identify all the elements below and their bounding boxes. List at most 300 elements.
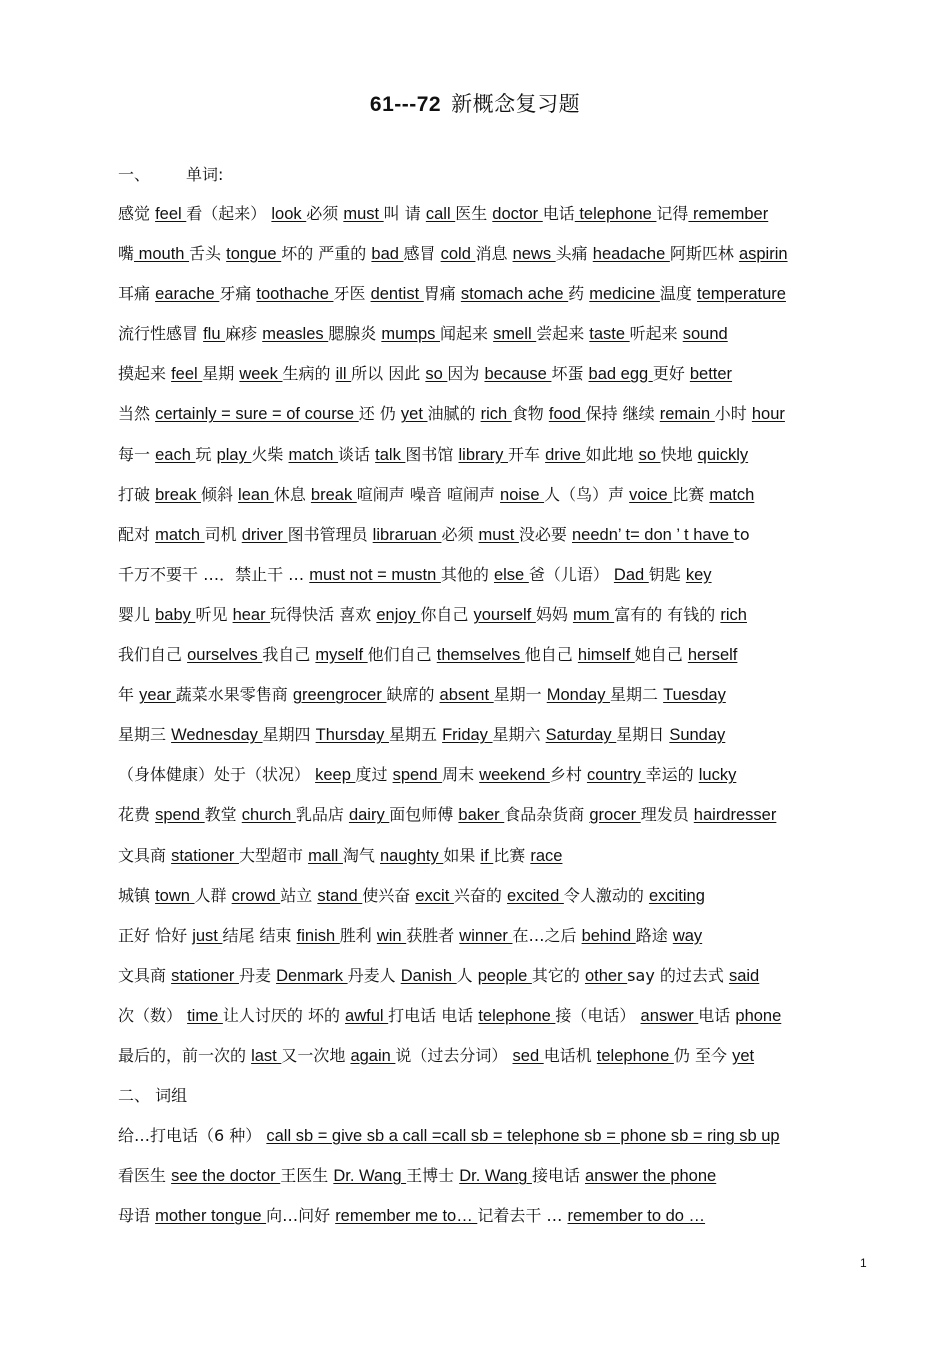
answer-text: Dr. Wang xyxy=(333,1167,407,1186)
answer-text: play xyxy=(216,445,252,464)
prompt-text: 星期六 xyxy=(492,725,546,745)
prompt-text: 仍 至今 xyxy=(673,1045,733,1065)
exercise-line xyxy=(118,1202,878,1242)
answer-text: flu xyxy=(203,325,226,344)
answer-text: noise xyxy=(500,485,545,504)
prompt-text: 在…之后 xyxy=(512,925,582,945)
prompt-text: 流行性感冒 xyxy=(118,324,204,344)
prompt-text: 听见 xyxy=(195,604,233,624)
prompt-text: 周末 xyxy=(442,765,480,785)
prompt-text: 乳品店 xyxy=(295,805,349,825)
answer-text: look xyxy=(271,205,307,223)
answer-text: better xyxy=(689,365,733,384)
prompt-text: 闻起来 xyxy=(440,324,494,344)
prompt-text: 牙痛 xyxy=(219,284,257,304)
answer-text: so xyxy=(638,445,661,464)
prompt-text: 头痛 xyxy=(555,244,593,264)
prompt-text: 看（起来） xyxy=(186,204,272,223)
prompt-text: 城镇 xyxy=(118,885,156,905)
answer-text: libraruan xyxy=(372,525,442,544)
answer-text: telephone xyxy=(596,1046,674,1065)
answer-text: so xyxy=(425,365,448,384)
prompt-text: 星期三 xyxy=(118,725,172,745)
answer-text: call xyxy=(425,205,456,223)
answer-text: bad xyxy=(371,245,404,264)
prompt-text: 食品杂货商 xyxy=(504,805,590,825)
prompt-text: 电话机 xyxy=(543,1045,597,1065)
exercise-line xyxy=(118,721,878,761)
answer-text: church xyxy=(241,806,296,825)
prompt-text: （身体健康）处于（状况） xyxy=(118,765,316,785)
answer-text: ourselves xyxy=(187,646,263,665)
answer-text: himself xyxy=(577,646,635,665)
answer-text: Wednesday xyxy=(171,726,263,745)
prompt-text: 坏蛋 xyxy=(551,364,589,384)
answer-text: hear xyxy=(232,605,271,624)
answer-text: break xyxy=(155,485,201,504)
prompt-text: 我自己 xyxy=(262,645,316,665)
answer-text: match xyxy=(709,485,755,504)
answer-text: weekend xyxy=(479,766,550,785)
answer-text: stomach ache xyxy=(460,285,569,304)
exercise-line xyxy=(118,1042,878,1082)
answer-text: answer xyxy=(640,1006,699,1025)
answer-text: lucky xyxy=(698,766,737,785)
prompt-text: 因为 xyxy=(447,364,485,384)
answer-text: certainly = sure = of course xyxy=(155,405,359,424)
prompt-text: 教堂 xyxy=(204,805,242,825)
answer-text: other xyxy=(584,966,628,985)
prompt-text: 她自己 xyxy=(634,645,688,665)
prompt-text: 叫 请 xyxy=(383,204,426,223)
answer-text: finish xyxy=(296,926,340,945)
prompt-text: 所以 因此 xyxy=(351,364,426,384)
prompt-text: 王博士 xyxy=(406,1166,460,1186)
prompt-text: 生病的 xyxy=(282,364,336,384)
prompt-text: 理发员 xyxy=(640,805,694,825)
prompt-text: 钥匙 xyxy=(648,564,686,584)
answer-text: myself xyxy=(315,646,368,665)
answer-text: yet xyxy=(732,1046,755,1065)
answer-text: lean xyxy=(238,485,274,504)
prompt-text: 其它的 xyxy=(531,965,585,985)
answer-text: grocer xyxy=(589,806,641,825)
answer-text: remember me to… xyxy=(335,1207,478,1226)
exercise-lines xyxy=(118,200,878,1242)
prompt-text: 获胜者 xyxy=(406,925,460,945)
answer-text: mum xyxy=(572,605,615,624)
prompt-text: 麻疹 xyxy=(225,324,263,344)
answer-text: Denmark xyxy=(276,966,348,985)
answer-text: hour xyxy=(751,405,785,424)
answer-text: news xyxy=(512,245,556,264)
prompt-text: 文具商 xyxy=(118,965,172,985)
prompt-text: 其他的 xyxy=(440,564,494,584)
prompt-text: 玩 xyxy=(195,444,217,464)
prompt-text: 最后的，前一次的 xyxy=(118,1045,252,1065)
prompt-text: 没必要 xyxy=(518,524,572,544)
answer-text: taste xyxy=(589,325,630,344)
prompt-text: 星期一 xyxy=(493,685,547,705)
prompt-text: 记得 xyxy=(656,204,689,223)
prompt-text: 胜利 xyxy=(339,925,377,945)
exercise-line xyxy=(118,882,878,922)
prompt-text: 淘气 xyxy=(342,845,380,865)
prompt-text: 阿斯匹林 xyxy=(669,244,739,264)
answer-text: Sunday xyxy=(669,726,726,745)
answer-text: keep xyxy=(315,766,356,785)
answer-text: remain xyxy=(659,405,715,424)
answer-text: Dad xyxy=(613,565,649,584)
answer-text: baker xyxy=(458,806,505,825)
exercise-line xyxy=(118,280,878,320)
prompt-text: 嘴 xyxy=(118,244,135,264)
answer-text: telephone xyxy=(478,1006,556,1025)
prompt-text: 花费 xyxy=(118,805,156,825)
prompt-text: 幸运的 xyxy=(645,765,699,785)
prompt-text: 牙医 xyxy=(333,284,371,304)
prompt-text: 听起来 xyxy=(629,324,683,344)
exercise-line xyxy=(118,200,878,240)
answer-text: awful xyxy=(345,1006,389,1025)
prompt-text: 使兴奋 xyxy=(362,885,416,905)
prompt-text: 他们自己 xyxy=(367,645,437,665)
prompt-text: 如果 xyxy=(443,845,481,865)
prompt-text: 记着去干 … xyxy=(477,1206,568,1226)
exercise-line xyxy=(118,601,878,641)
answer-text: talk xyxy=(375,445,406,464)
title-text: 新概念复习题 xyxy=(451,92,581,116)
title-number: 61---72 xyxy=(369,93,442,116)
answer-text: rich xyxy=(480,405,512,424)
answer-text: Saturday xyxy=(545,726,617,745)
answer-text: match xyxy=(288,445,339,464)
answer-text: mouth xyxy=(134,245,190,264)
prompt-text: 保持 继续 xyxy=(585,404,660,424)
answer-text: town xyxy=(155,886,195,905)
answer-text: phone xyxy=(735,1006,782,1025)
answer-text: just xyxy=(192,926,223,945)
answer-text: race xyxy=(530,846,563,865)
exercise-line xyxy=(118,1002,878,1042)
answer-text: rich xyxy=(720,605,747,624)
answer-text: earache xyxy=(155,285,220,304)
prompt-text: 婴儿 xyxy=(118,604,156,624)
prompt-text: 向…问好 xyxy=(266,1206,336,1226)
prompt-text: 配对 xyxy=(118,524,156,544)
prompt-text: 感觉 xyxy=(118,204,156,223)
prompt-text: 乡村 xyxy=(549,765,587,785)
prompt-text: 星期二 xyxy=(610,685,664,705)
answer-text: hairdresser xyxy=(693,806,777,825)
answer-text: behind xyxy=(581,926,636,945)
answer-text: enjoy xyxy=(376,605,421,624)
answer-text: remember to do … xyxy=(567,1207,706,1226)
answer-text: measles xyxy=(262,325,329,344)
answer-text: win xyxy=(376,926,407,945)
answer-text: see the doctor xyxy=(171,1167,281,1186)
answer-text: cold xyxy=(440,245,476,264)
answer-text: if xyxy=(480,846,494,865)
answer-text: telephone xyxy=(574,205,657,223)
answer-text: Thursday xyxy=(315,726,389,745)
answer-text: call sb = give sb a call =call sb = telephone sb = phone sb = ring sb up xyxy=(266,1127,780,1146)
answer-text: answer the phone xyxy=(585,1167,717,1186)
prompt-text: 母语 xyxy=(118,1206,156,1226)
exercise-line xyxy=(118,360,878,400)
answer-text: key xyxy=(685,565,712,584)
answer-text: dairy xyxy=(348,806,390,825)
answer-text: stand xyxy=(317,886,363,905)
answer-text: again xyxy=(350,1046,396,1065)
prompt-text: 看医生 xyxy=(118,1166,172,1186)
exercise-line xyxy=(118,240,878,280)
prompt-text: 爸（儿语） xyxy=(528,564,614,584)
answer-text: sound xyxy=(682,325,728,344)
answer-text: must xyxy=(343,205,384,223)
answer-text: sed xyxy=(512,1046,544,1065)
prompt-text: 食物 xyxy=(511,404,549,424)
prompt-text: 年 xyxy=(118,685,140,705)
prompt-text: 正好 恰好 xyxy=(118,925,193,945)
answer-text: stationer xyxy=(171,966,239,985)
prompt-text: 结尾 结束 xyxy=(222,925,297,945)
answer-text: needn’ t= don ’ t have xyxy=(571,525,734,544)
prompt-text: 说（过去分词） xyxy=(395,1045,513,1065)
answer-text: Monday xyxy=(546,686,611,705)
prompt-text: 我们自己 xyxy=(118,645,188,665)
prompt-text: 还 仍 xyxy=(358,404,401,424)
answer-text: else xyxy=(493,565,529,584)
answer-text: drive xyxy=(545,445,586,464)
answer-text: break xyxy=(310,485,357,504)
prompt-text: 度过 xyxy=(355,765,393,785)
prompt-text: 你自己 xyxy=(420,604,474,624)
prompt-text: 人群 xyxy=(194,885,232,905)
exercise-line xyxy=(118,1162,878,1202)
answer-text: must xyxy=(478,525,519,544)
prompt-text: 司机 xyxy=(204,524,242,544)
exercise-line xyxy=(118,521,878,561)
prompt-text: 星期五 xyxy=(388,725,443,745)
answer-text: match xyxy=(155,525,205,544)
exercise-line xyxy=(118,320,878,360)
exercise-line xyxy=(118,1122,878,1162)
prompt-text: 快地 xyxy=(660,444,698,464)
answer-text: must not = mustn xyxy=(309,565,441,584)
prompt-text: 休息 xyxy=(273,484,311,504)
prompt-text: 医生 xyxy=(455,204,493,223)
prompt-text: 比赛 xyxy=(672,484,710,504)
prompt-text: 丹麦人 xyxy=(347,965,401,985)
prompt-text: 妈妈 xyxy=(535,604,573,624)
prompt-text: 温度 xyxy=(659,284,697,304)
prompt-text: 令人激动的 xyxy=(563,885,649,905)
prompt-text: 二、 xyxy=(118,1086,151,1106)
answer-text: Dr. Wang xyxy=(459,1167,532,1186)
exercise-line xyxy=(118,842,878,882)
answer-text: library xyxy=(458,445,509,464)
answer-text: bad egg xyxy=(588,365,653,384)
exercise-line xyxy=(118,761,878,801)
prompt-text: 打电话 电话 xyxy=(388,1005,479,1025)
prompt-text: 喧闹声 噪音 喧闹声 xyxy=(356,484,501,504)
prompt-text: 又一次地 xyxy=(281,1045,351,1065)
prompt-text: 图书馆 xyxy=(405,444,459,464)
answer-text: excited xyxy=(506,886,564,905)
prompt-text: 给…打电话（6 种） xyxy=(118,1126,267,1146)
answer-text: stationer xyxy=(171,846,239,865)
prompt-text: 缺席的 xyxy=(386,685,440,705)
prompt-text: 开车 xyxy=(508,444,546,464)
answer-text: tongue xyxy=(226,245,282,264)
answer-text: doctor xyxy=(492,205,543,223)
exercise-line xyxy=(118,400,878,440)
answer-text: dentist xyxy=(370,285,424,304)
prompt-text: 接（电话） xyxy=(555,1005,641,1025)
prompt-text: 摸起来 xyxy=(118,364,172,384)
section-heading-words xyxy=(118,162,223,185)
section-number: 一、 xyxy=(118,165,151,184)
prompt-text: 胃痛 xyxy=(423,284,461,304)
answer-text: spend xyxy=(155,806,205,825)
exercise-line xyxy=(118,962,878,1002)
prompt-text: 腮腺炎 xyxy=(328,324,382,344)
prompt-text: 如此地 xyxy=(585,444,639,464)
exercise-line xyxy=(118,561,878,601)
answer-text: quickly xyxy=(697,445,749,464)
exercise-line xyxy=(118,641,878,681)
answer-text: winner xyxy=(459,926,513,945)
answer-text: week xyxy=(239,365,283,384)
answer-text: time xyxy=(187,1006,223,1025)
answer-text: medicine xyxy=(589,285,660,304)
answer-text: aspirin xyxy=(738,245,788,264)
prompt-text: 消息 xyxy=(475,244,513,264)
answer-text: because xyxy=(484,365,552,384)
prompt-text: 电话 xyxy=(542,204,575,223)
prompt-text: 大型超市 xyxy=(238,845,309,865)
prompt-text: 词组 xyxy=(150,1086,188,1106)
prompt-text: 文具商 xyxy=(118,845,172,865)
answer-text: mall xyxy=(308,846,343,865)
exercise-line xyxy=(118,441,878,481)
prompt-text: 王医生 xyxy=(280,1166,334,1186)
section-label: 单词: xyxy=(186,165,224,184)
prompt-text: to xyxy=(733,524,750,544)
answer-text: greengrocer xyxy=(292,686,387,705)
prompt-text: 人（鸟）声 xyxy=(544,484,630,504)
answer-text: exciting xyxy=(648,886,705,905)
answer-text: way xyxy=(672,926,703,945)
prompt-text: 站立 xyxy=(280,885,318,905)
answer-text: each xyxy=(155,445,196,464)
answer-text: feel xyxy=(155,205,187,223)
prompt-text: 油腻的 xyxy=(427,404,481,424)
prompt-text: 千万不要干 …．禁止干 … xyxy=(118,564,310,584)
prompt-text: 兴奋的 xyxy=(453,885,507,905)
prompt-text: 人 xyxy=(456,965,478,985)
prompt-text: 富有的 有钱的 xyxy=(614,604,721,624)
exercise-line xyxy=(118,1082,878,1122)
prompt-text: 当然 xyxy=(118,404,156,424)
exercise-line xyxy=(118,681,878,721)
page-number: 1 xyxy=(860,1256,867,1270)
answer-text: year xyxy=(139,686,176,705)
answer-text: themselves xyxy=(436,646,525,665)
prompt-text: 坏的 严重的 xyxy=(281,244,372,264)
answer-text: baby xyxy=(155,605,196,624)
page-title xyxy=(0,88,950,118)
prompt-text: 打破 xyxy=(118,484,156,504)
prompt-text: 他自己 xyxy=(524,645,578,665)
exercise-line xyxy=(118,481,878,521)
prompt-text: 火柴 xyxy=(251,444,289,464)
answer-text: mumps xyxy=(381,325,441,344)
prompt-text: 每一 xyxy=(118,444,156,464)
prompt-text: 图书管理员 xyxy=(287,524,373,544)
prompt-text: 次（数） xyxy=(118,1005,188,1025)
answer-text: headache xyxy=(592,245,670,264)
prompt-text: 必须 xyxy=(306,204,344,223)
answer-text: yourself xyxy=(473,605,536,624)
answer-text: toothache xyxy=(256,285,334,304)
prompt-text: 小时 xyxy=(714,404,752,424)
answer-text: naughty xyxy=(380,846,444,865)
answer-text: Friday xyxy=(442,726,493,745)
exercise-line xyxy=(118,801,878,841)
prompt-text: 药 xyxy=(568,284,590,304)
prompt-text: 玩得快活 喜欢 xyxy=(270,604,377,624)
answer-text: herself xyxy=(687,646,738,665)
answer-text: driver xyxy=(241,525,288,544)
answer-text: remember xyxy=(688,205,769,223)
prompt-text: 接电话 xyxy=(531,1166,586,1186)
prompt-text: 必须 xyxy=(441,524,479,544)
prompt-text: 更好 xyxy=(652,364,690,384)
answer-text: food xyxy=(548,405,586,424)
answer-text: people xyxy=(477,966,532,985)
prompt-text: 路途 xyxy=(635,925,673,945)
prompt-text: 星期 xyxy=(202,364,240,384)
answer-text: smell xyxy=(493,325,537,344)
answer-text: country xyxy=(586,766,646,785)
prompt-text: 丹麦 xyxy=(238,965,277,985)
prompt-text: 电话 xyxy=(698,1005,736,1025)
answer-text: crowd xyxy=(231,886,281,905)
answer-text: excit xyxy=(415,886,454,905)
prompt-text: 面包师傅 xyxy=(389,805,459,825)
prompt-text: 耳痛 xyxy=(118,284,156,304)
answer-text: spend xyxy=(392,766,443,785)
answer-text: Danish xyxy=(400,966,457,985)
prompt-text: 蔬菜水果零售商 xyxy=(175,685,293,705)
prompt-text: 星期四 xyxy=(262,725,316,745)
answer-text: ill xyxy=(335,365,352,384)
answer-text: feel xyxy=(171,365,203,384)
answer-text: yet xyxy=(400,405,428,424)
prompt-text: say 的过去式 xyxy=(627,965,729,985)
prompt-text: 星期日 xyxy=(616,725,670,745)
prompt-text: 比赛 xyxy=(493,845,531,865)
answer-text: temperature xyxy=(696,285,786,304)
prompt-text: 倾斜 xyxy=(200,484,239,504)
prompt-text: 尝起来 xyxy=(536,324,590,344)
prompt-text: 谈话 xyxy=(338,444,376,464)
prompt-text: 让人讨厌的 坏的 xyxy=(222,1005,346,1025)
prompt-text: 感冒 xyxy=(403,244,441,264)
answer-text: Tuesday xyxy=(663,686,726,705)
